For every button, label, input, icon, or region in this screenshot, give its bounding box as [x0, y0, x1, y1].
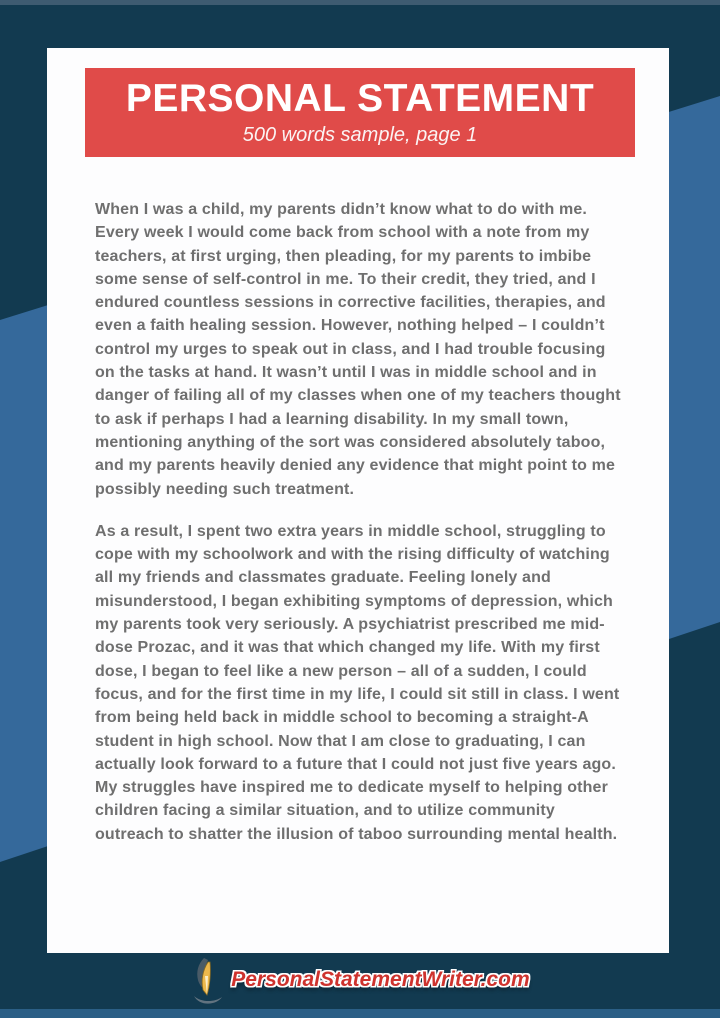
text-line: control my urges to speak out in class, and I had trouble focusing — [95, 340, 606, 358]
text-line: misunderstood, I began exhibiting symptoms of depression, which — [95, 592, 613, 610]
text-line: My struggles have inspired me to dedicate myself to helping other — [95, 779, 608, 797]
bottom-edge-strip — [0, 1009, 720, 1018]
text-line: children facing a similar situation, and to utilize community — [95, 802, 555, 820]
text-line: student in high school. Now that I am close to graduating, I can — [95, 732, 586, 750]
text-line: actually look forward to a future that I could not just five years ago. — [95, 755, 616, 773]
text-line: from being held back in middle school to becoming a straight-A — [95, 709, 589, 727]
text-line: all my friends and classmates graduate. Feeling lonely and — [95, 569, 551, 587]
text-line: teachers, at first urging, then pleading, for my parents to imbibe — [95, 247, 592, 265]
text-line: danger of failing all of my classes when one of my teachers thought — [95, 387, 621, 405]
text-line: to ask if perhaps I had a learning disability. In my small town, — [95, 410, 569, 428]
text-line: When I was a child, my parents didn’t know what to do with me. — [95, 201, 588, 218]
text-line: focus, and for the first time in my life, I could sit still in class. I went — [95, 685, 620, 703]
top-edge-strip — [0, 0, 720, 5]
text-line: my parents took very seriously. A psychiatrist prescribed me mid- — [95, 616, 605, 634]
brand-link[interactable]: PersonalStatementWriter.com — [231, 968, 530, 991]
paragraph — [95, 198, 643, 501]
text-line: outreach to shatter the illusion of taboo surrounding mental health. — [95, 825, 618, 843]
text-line: dose Prozac, and it was that which changed my life. With my first — [95, 639, 600, 657]
text-line: Every week I would come back from school with a note from my — [95, 224, 590, 242]
text-line: cope with my schoolwork and with the rising difficulty of watching — [95, 546, 610, 564]
page-title: PERSONAL STATEMENT — [125, 77, 595, 120]
text-line: and my parents heavily denied any evidence that might point to me — [95, 457, 616, 475]
text-line: endured countless sessions in corrective facilities, therapies, and — [95, 294, 606, 312]
document-page — [47, 48, 669, 953]
statement-text — [95, 198, 643, 865]
text-line: some sense of self-control in me. To their credit, they tried, and I — [95, 270, 596, 288]
page-subtitle: 500 words sample, page 1 — [242, 123, 478, 146]
footer-brand-bar — [0, 951, 720, 1009]
paragraph — [95, 520, 643, 846]
text-line: dose, I began to feel like a new person – all of a sudden, I could — [95, 662, 587, 680]
text-line: mentioning anything of the sort was considered absolutely taboo, — [95, 433, 606, 451]
text-line: As a result, I spent two extra years in middle school, struggling to — [95, 522, 606, 540]
title-banner — [85, 68, 635, 157]
text-line: even a faith healing session. However, nothing helped – I couldn’t — [95, 317, 605, 335]
quill-pen-icon — [190, 956, 226, 1006]
text-line: on the tasks at hand. It wasn’t until I was in middle school and in — [95, 364, 597, 382]
text-line: possibly needing such treatment. — [95, 480, 355, 498]
